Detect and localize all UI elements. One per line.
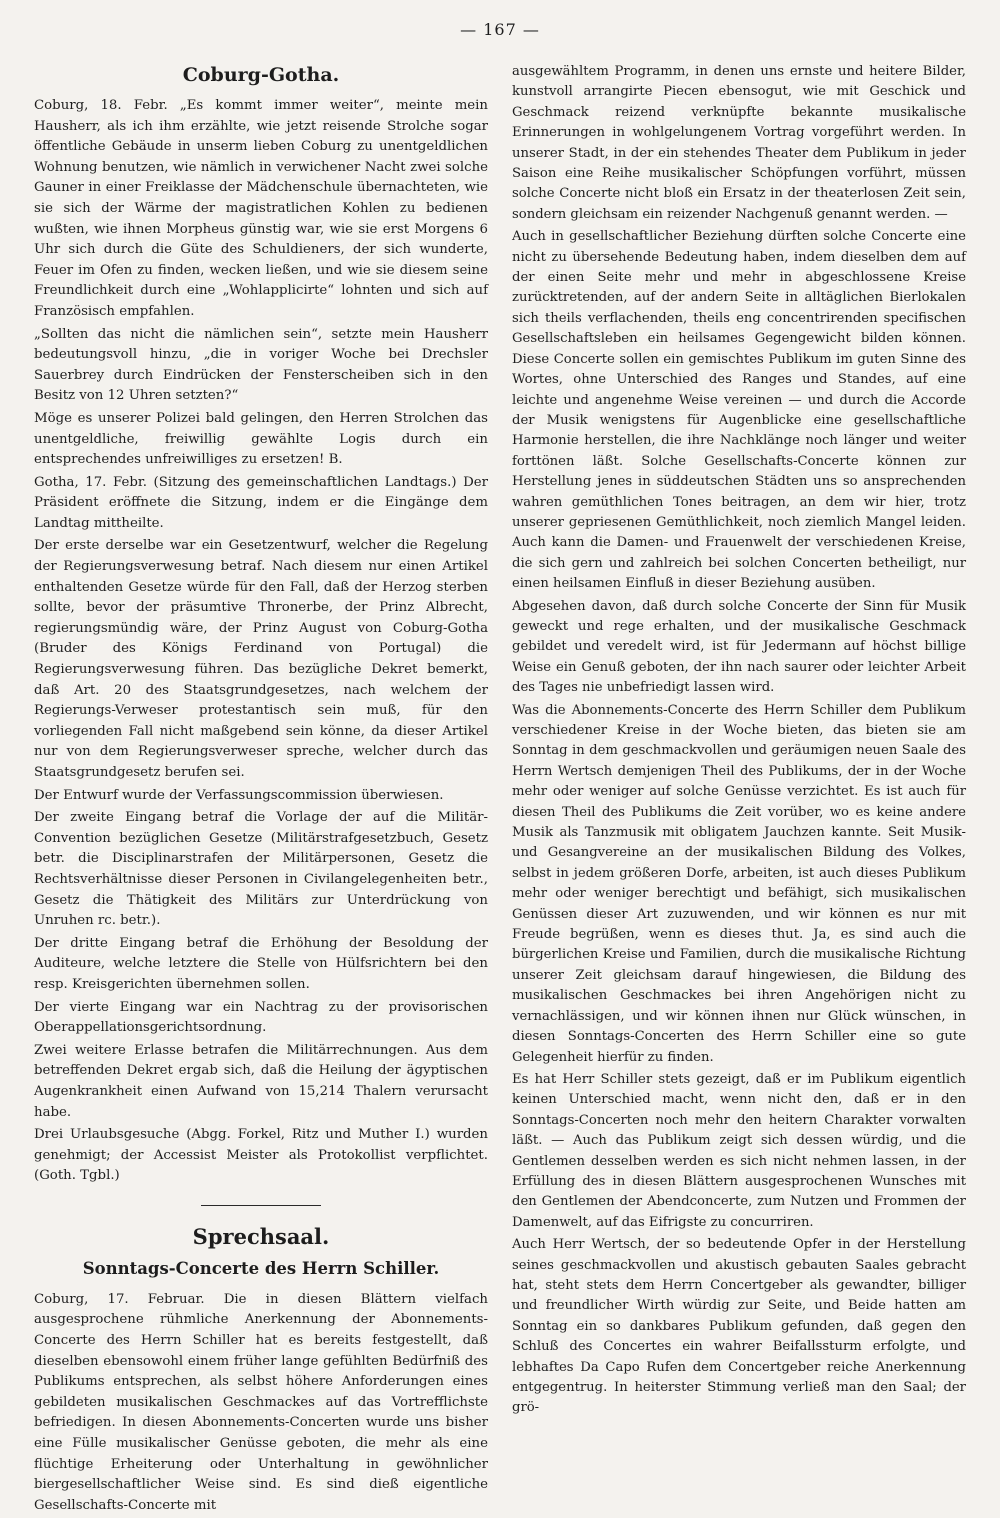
section-divider bbox=[201, 1205, 321, 1206]
paragraph: Es hat Herr Schiller stets gezeigt, daß er im Publikum eigentlich keinen Unterschied macht, wenn nicht den, daß er in den Sonntags-Concerten noch mehr den heitern Charakter vorwalten läßt. — Auch das Publikum zeigt sich dessen würdig, und die Gentlemen desselben werden es sich nicht nehmen lassen, in der Erfüllung des in diesen Blättern ausgesprochenen Wunsches mit den Gentlemen der Abendconcerte, zum Nutzen und Frommen der Damenwelt, auf das Eifrigste zu concurriren. bbox=[512, 1071, 966, 1230]
paragraph: Was die Abonnements-Concerte des Herrn Schiller dem Publikum verschiedener Kreise in der Woche bieten, das bieten sie am Sonntag in dem geschmackvollen und geräumigen neuen Saale des Herrn Wertsch demjenigen Theil des Publikums, der in der Woche mehr oder weniger auf solche Genüsse verzichtet. Es ist auch für diesen Theil des Publikums die Zeit vorüber, wo es keine andere Musik als Tanzmusik mit obligatem Jauchzen kannte. Seit Musik- und Gesangvereine an der musikalischen Bildung des Volkes, selbst in jedem größeren Dorfe, arbeiten, ist auch dieses Publikum mehr oder weniger berechtigt und befähigt, sich musikalischen Genüssen dieser Art zuzuwenden, und wir können es nur mit Freude begrüßen, wenn es dieses thut. Ja, es sind auch die bürgerlichen Kreise und Familien, durch die musikalische Richtung unserer Zeit gleichsam darauf hingewiesen, die Bildung des musikalischen Geschmackes bei ihren Angehörigen nicht zu vernachlässigen, und wir können ihnen nur Glück wünschen, in diesen Sonntags-Concerten des Herrn Schiller eine so gute Gelegenheit hierfür zu finden. bbox=[512, 702, 966, 1065]
section-title-coburg-gotha: Coburg-Gotha. bbox=[182, 64, 340, 86]
paragraph: Zwei weitere Erlasse betrafen die Militärrechnungen. Aus dem betreffenden Dekret ergab sich, daß die Heilung der ägyptischen Augenkrankheit einen Aufwand von 15,214 Thalern verursacht habe. bbox=[34, 1042, 488, 1120]
paragraph: Coburg, 18. Febr. „Es kommt immer weiter“, meinte mein Hausherr, als ich ihm erzählte, wie jetzt reisende Strolche sogar öffentliche Gebäude in unserm lieben Coburg zu unentgeldlichen Wohnung benutzen, wie nämlich in verwichener Nacht zwei solche Gauner in einer Freiklasse der Mädchenschule übernachteten, wie sie sich der Wärme der magistratlichen Kohlen zu bedienen wußten, wie ihnen Morpheus günstig war, wie sie erst Morgens 6 Uhr sich durch die Güte des Schuldieners, der sich wunderte, Feuer im Ofen zu finden, wecken ließen, und wie sie diesem seine Freundlichkeit durch eine „Wohlapplicirte“ lohnten und sich auf Französisch empfahlen. bbox=[34, 98, 488, 319]
section-title-sprechsaal: Sprechsaal. bbox=[192, 1223, 330, 1249]
paragraph: Der vierte Eingang war ein Nachtrag zu der provisorischen Oberappellationsgerichtsordnung. bbox=[34, 999, 488, 1036]
paragraph: ausgewähltem Programm, in denen uns ernste und heitere Bilder, kunstvoll arrangirte Piecen ebensogut, wie mit Geschick und Geschmack reizend verknüpfte bekannte musikalische Erinnerungen in wohlgelungenem Vortrag vorgeführt werden. In unserer Stadt, in der ein stehendes Theater dem Publikum in jeder Saison eine Reihe musikalischer Schöpfungen vorführt, müssen solche Concerte nicht bloß ein Ersatz in der theaterlosen Zeit sein, sondern gleichsam ein reizender Nachgenuß genannt werden. — bbox=[512, 64, 966, 222]
page-number: — 167 — bbox=[460, 20, 540, 39]
paragraph: Möge es unserer Polizei bald gelingen, den Herren Strolchen das unentgeldliche, freiwillig gewählte Logis durch ein entsprechendes unfreiwilliges zu ersetzen! B. bbox=[34, 410, 488, 468]
columns bbox=[34, 62, 966, 1518]
paragraph: „Sollten das nicht die nämlichen sein“, setzte mein Hausherr bedeutungsvoll hinzu, „die in voriger Woche bei Drechsler Sauerbrey durch Eindrücken der Fensterscheiben sich in den Besitz von 12 Uhren setzten?“ bbox=[34, 326, 488, 404]
article-title-sonntags-concerte: Sonntags-Concerte des Herrn Schiller. bbox=[82, 1258, 440, 1278]
right-column bbox=[512, 62, 966, 1421]
paragraph: Der Entwurf wurde der Verfassungscommission überwiesen. bbox=[34, 787, 444, 803]
paragraph: Der dritte Eingang betraf die Erhöhung der Besoldung der Auditeure, welche letztere die Stelle von Hülfsrichtern bei den resp. Kreisgerichten übernehmen sollen. bbox=[34, 935, 488, 992]
paragraph: Der erste derselbe war ein Gesetzentwurf, welcher die Regelung der Regierungsverwesung betraf. Nach diesem nur einen Artikel enthaltenden Gesetze würde für den Fall, daß der Herzog sterben sollte, bevor der präsumtive Thronerbe, der Prinz Albrecht, regierungsmündig wäre, der Prinz August von Coburg-Gotha (Bruder des Königs Ferdinand von Portugal) die Regierungsverwesung führen. Das bezügliche Dekret bemerkt, daß Art. 20 des Staatsgrundgesetzes, nach welchem der Regierungs-Verweser protestantisch sein muß, für den vorliegenden Fall nicht maßgebend sein könne, da dieser Artikel nur von dem Regierungsverweser spreche, welcher durch das Staatsgrundgesetz berufen sei. bbox=[34, 538, 488, 780]
left-column bbox=[34, 62, 488, 1518]
paragraph: Drei Urlaubsgesuche (Abgg. Forkel, Ritz und Muther I.) wurden genehmigt; der Accessist Meister als Protokollist verpflichtet. (Goth. Tgbl.) bbox=[34, 1127, 488, 1184]
paragraph: Auch in gesellschaftlicher Beziehung dürften solche Concerte eine nicht zu übersehende Bedeutung haben, indem dieselben dem auf der einen Seite mehr und mehr in abgeschlossene Kreise zurücktretenden, auf der andern Seite in alltäglichen Bierlokalen sich theils verflachenden, theils eng concentrirenden specifischen Gesellschaftsleben ein heilsames Gegengewicht bilden können. Diese Concerte sollen ein gemischtes Publikum im guten Sinne des Wortes, ohne Unterschied des Ranges und Standes, auf eine leichte und angenehme Weise vereinen — und durch die Accorde der Musik wenigstens für Augenblicke eine gesellschaftliche Harmonie herstellen, die ihre Nachklänge noch länger und weiter forttönen läßt. Solche Gesellschafts-Concerte können zur Herstellung jenes in süddeutschen Städten uns so ansprechenden wahren gemüthlichen Tones beitragen, an dem wir hier, trotz unserer gepriesenen Gemüthlichkeit, noch ziemlich Mangel leiden. Auch kann die Damen- und Frauenwelt der verschiedenen Kreise, die sich gern und zahlreich bei solchen Concerten betheiligt, nur einen heilsamen Einfluß in dieser Beziehung ausüben. bbox=[512, 229, 966, 592]
paragraph: Coburg, 17. Februar. Die in diesen Blättern vielfach ausgesprochene rühmliche Anerkennung der Abonnements-Concerte des Herrn Schiller hat es bereits festgestellt, daß dieselben ebensowohl einem früher lange gefühlten Bedürfniß des Publikums entsprechen, als selbst höhere Anforderungen eines gebildeten musikalischen Geschmackes auf das Vortrefflichste befriedigen. In diesen Abonnements-Concerten wurde uns bisher eine Fülle musikalischer Genüsse geboten, die mehr als eine flüchtige Erheiterung oder Unterhaltung in gewöhnlicher biergesellschaftlicher Weise sind. Es sind dieß eigentliche Gesellschafts-Concerte mit bbox=[34, 1291, 488, 1513]
paragraph: Gotha, 17. Febr. (Sitzung des gemeinschaftlichen Landtags.) Der Präsident eröffnete die Sitzung, indem er die Eingänge dem Landtag mittheilte. bbox=[34, 474, 488, 531]
paragraph: Abgesehen davon, daß durch solche Concerte der Sinn für Musik geweckt und rege erhalten, und der musikalische Geschmack gebildet und veredelt wird, ist für Jedermann auf höchst billige Weise ein Genuß geboten, der ihn nach saurer oder leichter Arbeit des Tages nie unbefriedigt lassen wird. bbox=[512, 598, 966, 696]
paragraph: Auch Herr Wertsch, der so bedeutende Opfer in der Herstellung seines geschmackvollen und akustisch gebauten Saales gebracht hat, steht stets dem Herrn Concertgeber als gewandter, billiger und freundlicher Wirth würdig zur Seite, und Beide hatten am Sonntag ein so dankbares Publikum gefunden, daß gegen den Schluß des Concertes ein wahrer Beifallssturm erfolgte, und lebhaftes Da Capo Rufen dem Concertgeber reiche Anerkennung entgegentrug. In heiterster Stimmung verließ man den Saal; der grö- bbox=[512, 1237, 966, 1416]
paragraph: Der zweite Eingang betraf die Vorlage der auf die Militär-Convention bezüglichen Gesetze (Militärstrafgesetzbuch, Gesetz betr. die Disciplinarstrafen der Militärpersonen, Gesetz die Rechtsverhältnisse dieser Personen in Civilangelegenheiten betr., Gesetz die Thätigkeit des Militärs zur Unterdrückung von Unruhen rc. betr.). bbox=[34, 810, 488, 929]
